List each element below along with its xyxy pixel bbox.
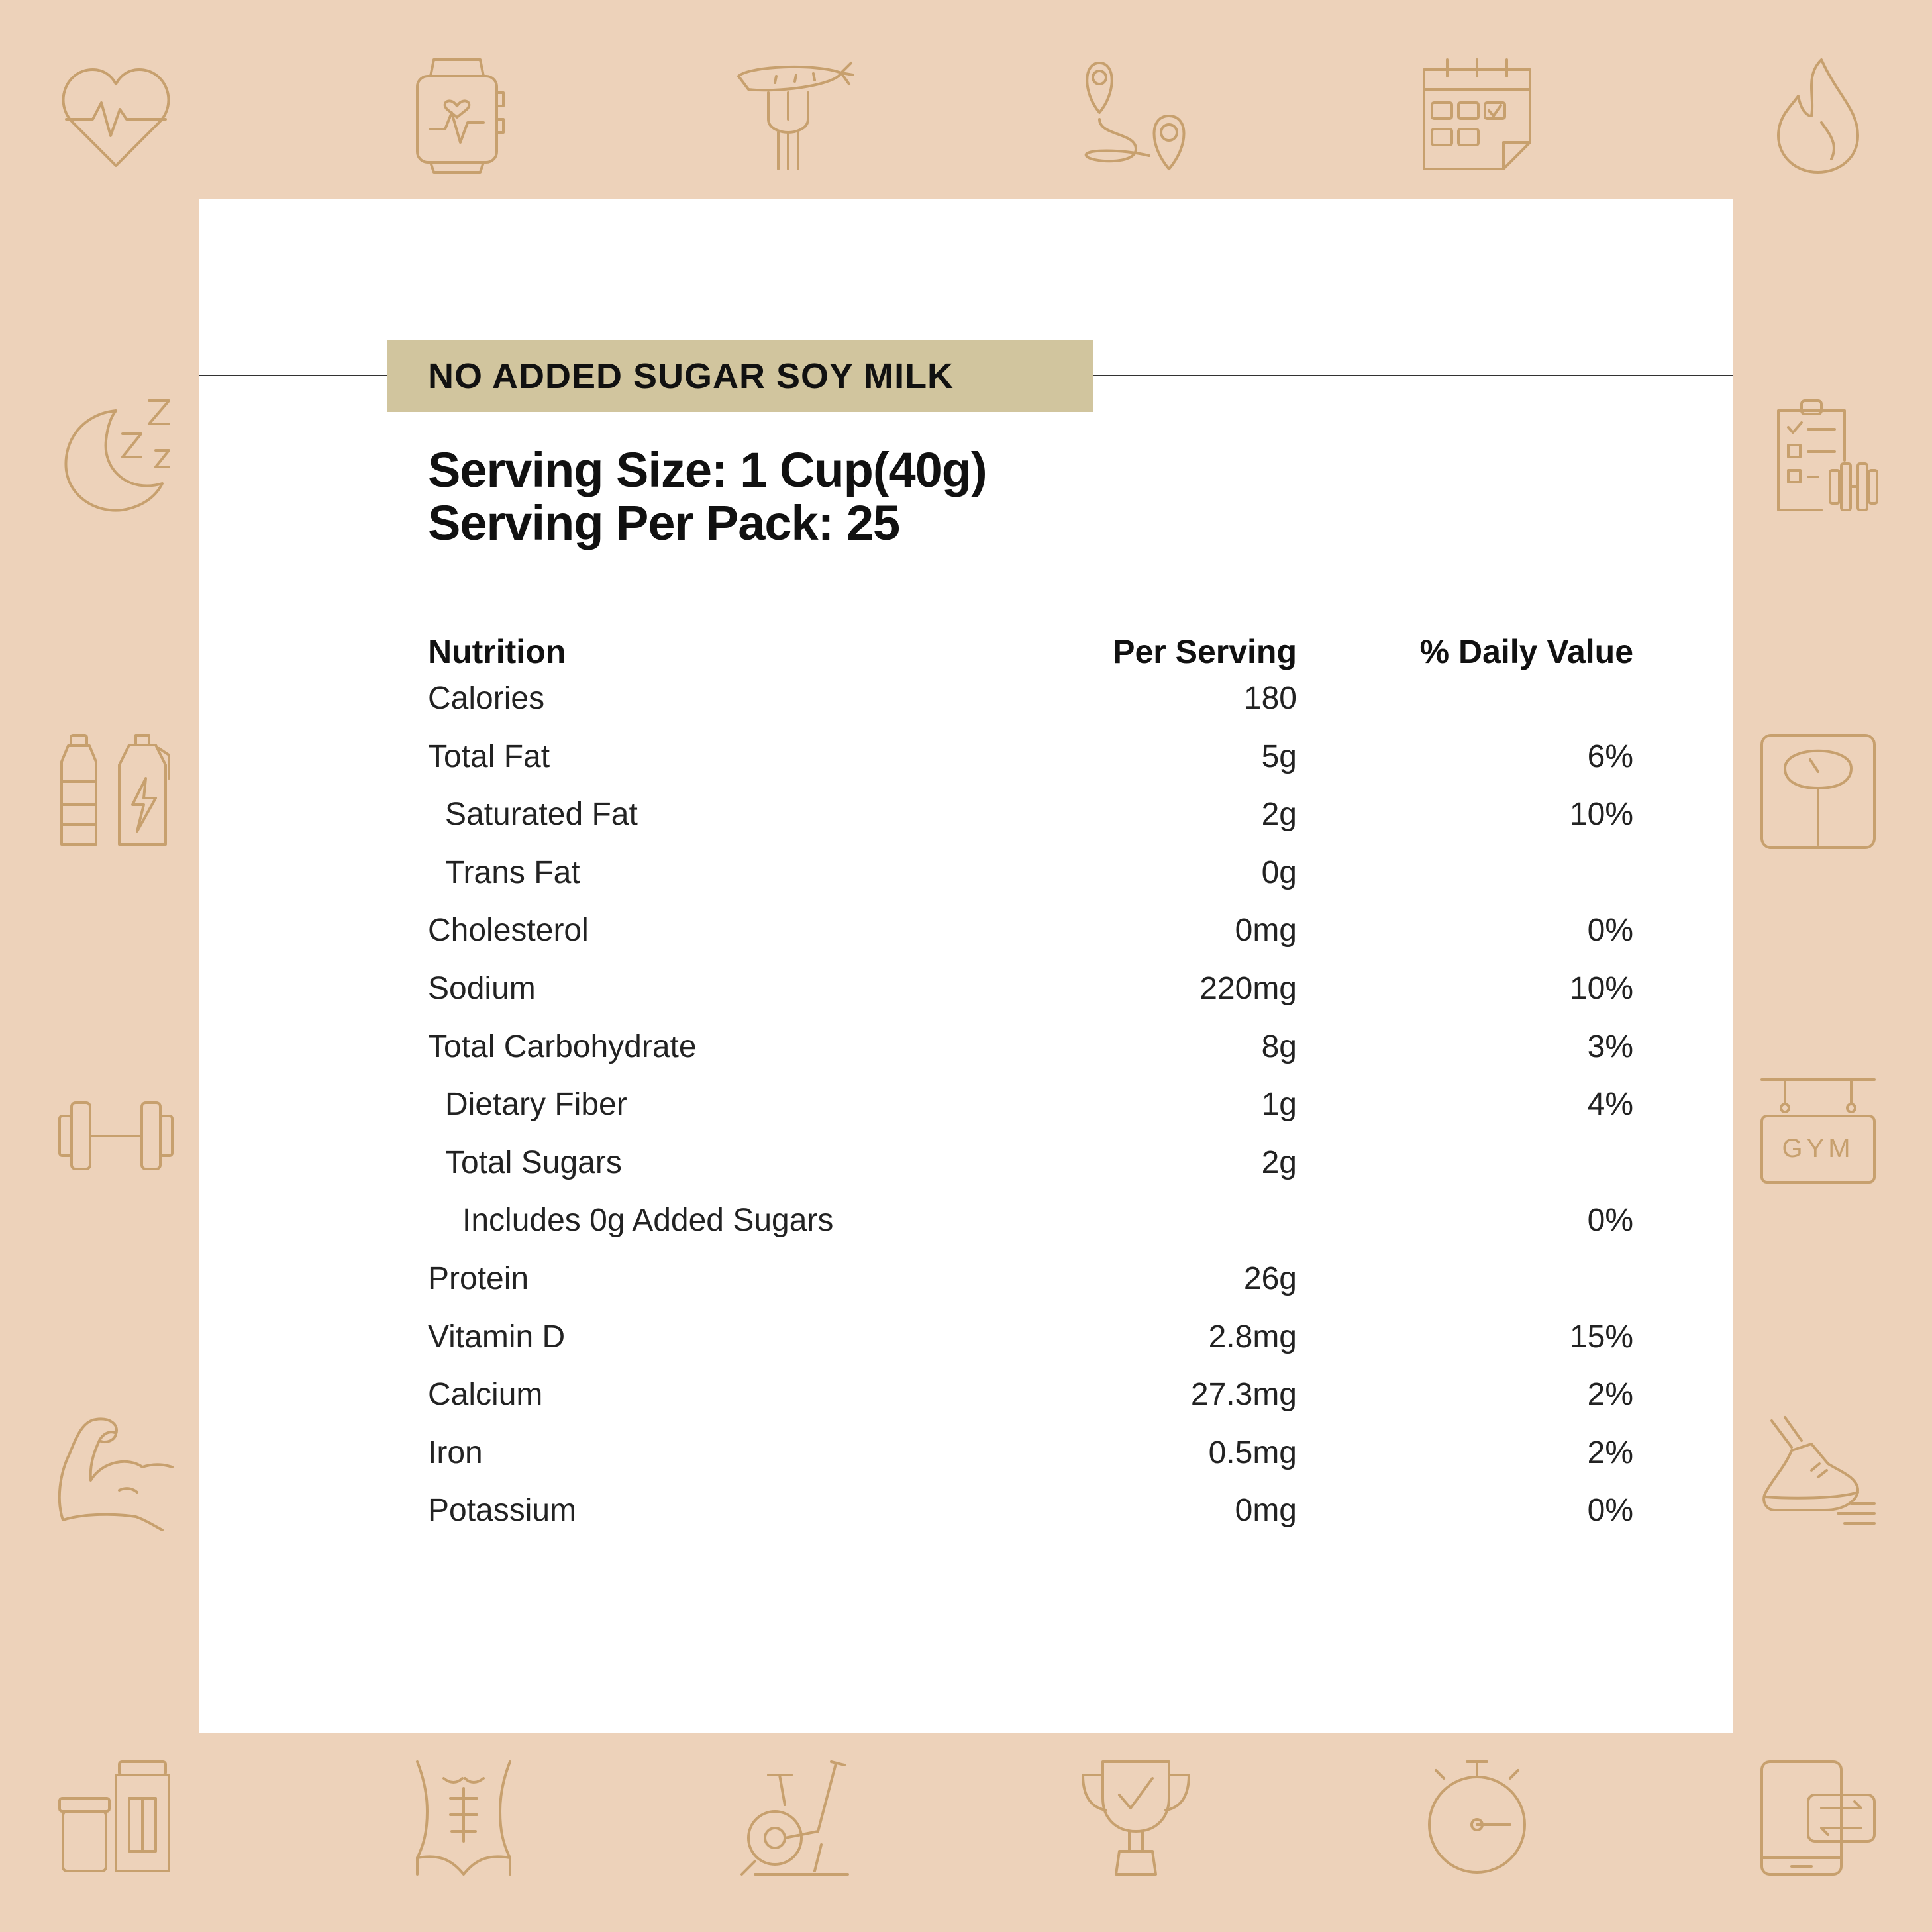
flexed-arm-icon <box>56 1414 176 1533</box>
row-name: Includes 0g Added Sugars <box>462 1203 834 1239</box>
row-per-serving: 8g <box>1261 1029 1297 1064</box>
table-row <box>428 1144 1633 1203</box>
sleep-moon-icon <box>56 397 176 517</box>
heart-rate-icon <box>56 56 176 176</box>
exercise-bike-icon <box>735 1758 854 1878</box>
row-per-serving: 26g <box>1243 1260 1297 1296</box>
supplement-jars-icon <box>56 1758 176 1878</box>
row-per-serving: 0g <box>1261 854 1297 890</box>
table-row <box>428 1492 1633 1551</box>
stopwatch-icon <box>1417 1758 1537 1878</box>
row-name: Calories <box>428 681 545 716</box>
running-shoe-icon <box>1758 1414 1878 1533</box>
row-daily-value: 0% <box>1587 1203 1633 1239</box>
row-per-serving: 220mg <box>1199 970 1297 1006</box>
table-header-row <box>428 633 1633 680</box>
calendar-icon <box>1417 56 1537 176</box>
row-name: Potassium <box>428 1493 577 1529</box>
table-row <box>428 680 1633 738</box>
header-daily-value: % Daily Value <box>1419 633 1633 670</box>
table-row <box>428 854 1633 913</box>
flame-icon <box>1758 56 1878 176</box>
row-name: Total Sugars <box>445 1144 622 1180</box>
checklist-dumbbell-icon <box>1758 397 1878 517</box>
row-name: Protein <box>428 1260 529 1296</box>
row-daily-value: 10% <box>1569 797 1633 833</box>
row-name: Trans Fat <box>445 854 580 890</box>
serving-info <box>428 444 987 550</box>
table-row <box>428 738 1633 797</box>
product-title: NO ADDED SUGAR SOY MILK <box>428 356 954 396</box>
serving-per-pack: Serving Per Pack: 25 <box>428 495 900 550</box>
header-nutrition: Nutrition <box>428 633 566 670</box>
table-row <box>428 1260 1633 1319</box>
row-name: Calcium <box>428 1377 543 1413</box>
row-name: Iron <box>428 1435 483 1470</box>
nutrition-table <box>428 633 1633 1551</box>
header-per-serving: Per Serving <box>1113 633 1297 670</box>
row-per-serving: 180 <box>1243 681 1297 716</box>
row-name: Saturated Fat <box>445 797 638 833</box>
gym-sign-icon <box>1758 1076 1878 1195</box>
nutrition-card <box>199 199 1733 1733</box>
row-per-serving: 0mg <box>1235 1493 1297 1529</box>
serving-size: Serving Size: 1 Cup(40g) <box>428 442 987 497</box>
row-daily-value: 15% <box>1569 1319 1633 1354</box>
table-row <box>428 970 1633 1029</box>
table-row <box>428 1376 1633 1435</box>
table-row <box>428 796 1633 854</box>
product-title-banner <box>387 340 1093 412</box>
dumbbell-icon <box>56 1076 176 1195</box>
row-daily-value: 0% <box>1587 1493 1633 1529</box>
row-name: Vitamin D <box>428 1319 566 1354</box>
row-per-serving: 5g <box>1261 738 1297 774</box>
scale-icon <box>1758 732 1878 851</box>
table-row <box>428 912 1633 970</box>
row-per-serving: 2g <box>1261 797 1297 833</box>
row-name: Total Fat <box>428 738 550 774</box>
gym-sign-text: GYM <box>1782 1134 1855 1163</box>
row-per-serving: 2.8mg <box>1208 1319 1297 1354</box>
row-daily-value: 3% <box>1587 1029 1633 1064</box>
row-name: Cholesterol <box>428 913 589 948</box>
row-per-serving: 0.5mg <box>1208 1435 1297 1470</box>
row-name: Total Carbohydrate <box>428 1029 697 1064</box>
table-row <box>428 1319 1633 1377</box>
row-daily-value: 2% <box>1587 1377 1633 1413</box>
table-row <box>428 1029 1633 1087</box>
phone-transfer-icon <box>1758 1758 1878 1878</box>
table-row <box>428 1435 1633 1493</box>
carrot-fork-icon <box>735 56 854 176</box>
row-daily-value: 10% <box>1569 970 1633 1006</box>
table-row <box>428 1086 1633 1144</box>
table-row <box>428 1202 1633 1260</box>
row-per-serving: 0mg <box>1235 913 1297 948</box>
row-daily-value: 2% <box>1587 1435 1633 1470</box>
row-daily-value: 0% <box>1587 913 1633 948</box>
row-daily-value: 6% <box>1587 738 1633 774</box>
trophy-icon <box>1076 1758 1195 1878</box>
smartwatch-icon <box>404 56 523 176</box>
row-name: Sodium <box>428 970 536 1006</box>
water-bottles-icon <box>56 732 176 851</box>
abs-torso-icon <box>404 1758 523 1878</box>
row-per-serving: 27.3mg <box>1190 1377 1297 1413</box>
row-daily-value: 4% <box>1587 1087 1633 1123</box>
row-name: Dietary Fiber <box>445 1087 627 1123</box>
route-pins-icon <box>1076 56 1195 176</box>
row-per-serving: 1g <box>1261 1087 1297 1123</box>
row-per-serving: 2g <box>1261 1144 1297 1180</box>
